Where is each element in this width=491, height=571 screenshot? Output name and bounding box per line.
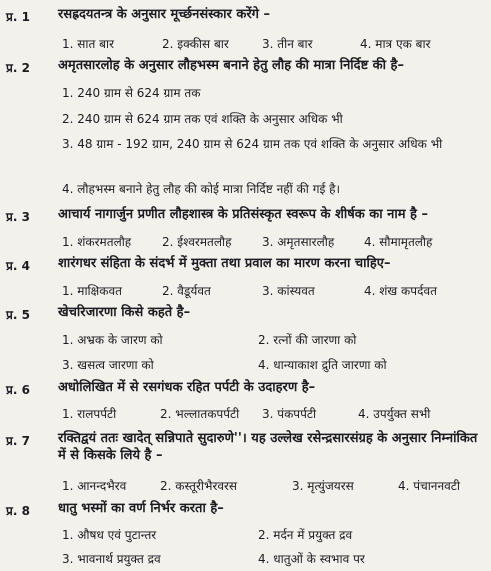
question-number: प्र. 5 — [6, 308, 30, 322]
option: 4. शंख कपर्दवत — [364, 284, 437, 298]
option: 4. धान्याकाश द्रुति जारणा को — [258, 358, 387, 372]
question-text: अमृतसारलोह के अनुसार लौहभस्म बनाने हेतु लौह की मात्रा निर्दिष्ट की है– — [58, 58, 404, 73]
option: 2. 240 ग्राम से 624 ग्राम तक एवं शक्ति के अनुसार अधिक भी — [62, 112, 343, 126]
question-number: प्र. 6 — [6, 383, 30, 397]
option: 1. आनन्दभैरव — [62, 479, 127, 493]
question-number: प्र. 4 — [6, 259, 30, 273]
option: 4. धातुओं के स्वभाव पर — [258, 552, 365, 566]
question-text: आचार्य नागार्जुन प्रणीत लौहशास्त्र के प्रतिसंस्कृत स्वरूप के शीर्षक का नाम है – — [58, 207, 428, 222]
option: 3. मृत्युंजयरस — [292, 479, 354, 493]
question-number: प्र. 3 — [6, 210, 30, 224]
question-text: रक्तिद्वयं ततः खादेत् सन्निपाते सुदारुणे''। यह उल्लेख रसेन्द्रसारसंग्रह के अनुसार निम्नांकित में से किसके लिये है – — [58, 431, 478, 463]
question-number: प्र. 8 — [6, 504, 30, 518]
question-text: धातु भस्मों का वर्ण निर्भर करता है– — [58, 501, 224, 516]
option: 1. सात बार — [62, 37, 115, 51]
option: 1. 240 ग्राम से 624 ग्राम तक — [62, 86, 201, 100]
option: 1. औषध एवं पुटान्तर — [62, 528, 157, 542]
option: 4. पंचाननवटी — [398, 479, 460, 493]
option: 2. रत्नों की जारणा को — [258, 333, 357, 347]
option: 2. भल्लातकपर्पटी — [160, 407, 240, 421]
option: 1. शंकरमतलौह — [62, 235, 132, 249]
option: 3. तीन बार — [262, 37, 313, 51]
question-text: खेचरिजारणा किसे कहते है– — [58, 305, 191, 320]
option: 2. कस्तूरीभैरवरस — [160, 479, 238, 493]
question-text: रसह्रदयतन्त्र के अनुसार मूर्च्छनसंस्कार करेंगे – — [58, 7, 271, 22]
option: 3. अमृतसारलौह — [262, 235, 335, 249]
option: 2. वैडूर्यवत — [162, 284, 211, 298]
option: 3. कांस्यवत — [262, 284, 315, 298]
option: 1. अभ्रक के जारण को — [62, 333, 163, 347]
option: 4. सौमामृतलौह — [364, 235, 433, 249]
question-number: प्र. 1 — [6, 10, 30, 24]
option: 4. मात्र एक बार — [360, 37, 431, 51]
question-text: अधोलिखित में से रसगंधक रहित पर्पटी के उदाहरण है– — [58, 380, 316, 395]
option: 3. पंकपर्पटी — [262, 407, 317, 421]
question-number: प्र. 2 — [6, 61, 30, 75]
option: 2. ईश्वरमतलौह — [162, 235, 232, 249]
option: 3. खसत्व जारणा को — [62, 358, 154, 372]
option: 4. लौहभस्म बनाने हेतु लौह की कोई मात्रा निर्दिष्ट नहीं की गई है। — [62, 182, 341, 196]
option: 1. रालपर्पटी — [62, 407, 117, 421]
option: 3. 48 ग्राम - 192 ग्राम, 240 ग्राम से 624 ग्राम तक एवं शक्ति के अनुसार अधिक भी — [62, 137, 443, 151]
option: 2. इक्कीस बार — [162, 37, 229, 51]
question-text: शारंगधर संहिता के संदर्भ में मुक्ता तथा प्रवाल का मारण करना चाहिए– — [58, 256, 391, 271]
option: 2. मर्दन में प्रयुक्त द्रव — [258, 528, 353, 542]
option: 4. उपर्युक्त सभी — [358, 407, 431, 421]
question-number: प्र. 7 — [6, 434, 30, 448]
option: 1. माक्षिकवत — [62, 284, 122, 298]
option: 3. भावनार्थ प्रयुक्त द्रव — [62, 552, 161, 566]
